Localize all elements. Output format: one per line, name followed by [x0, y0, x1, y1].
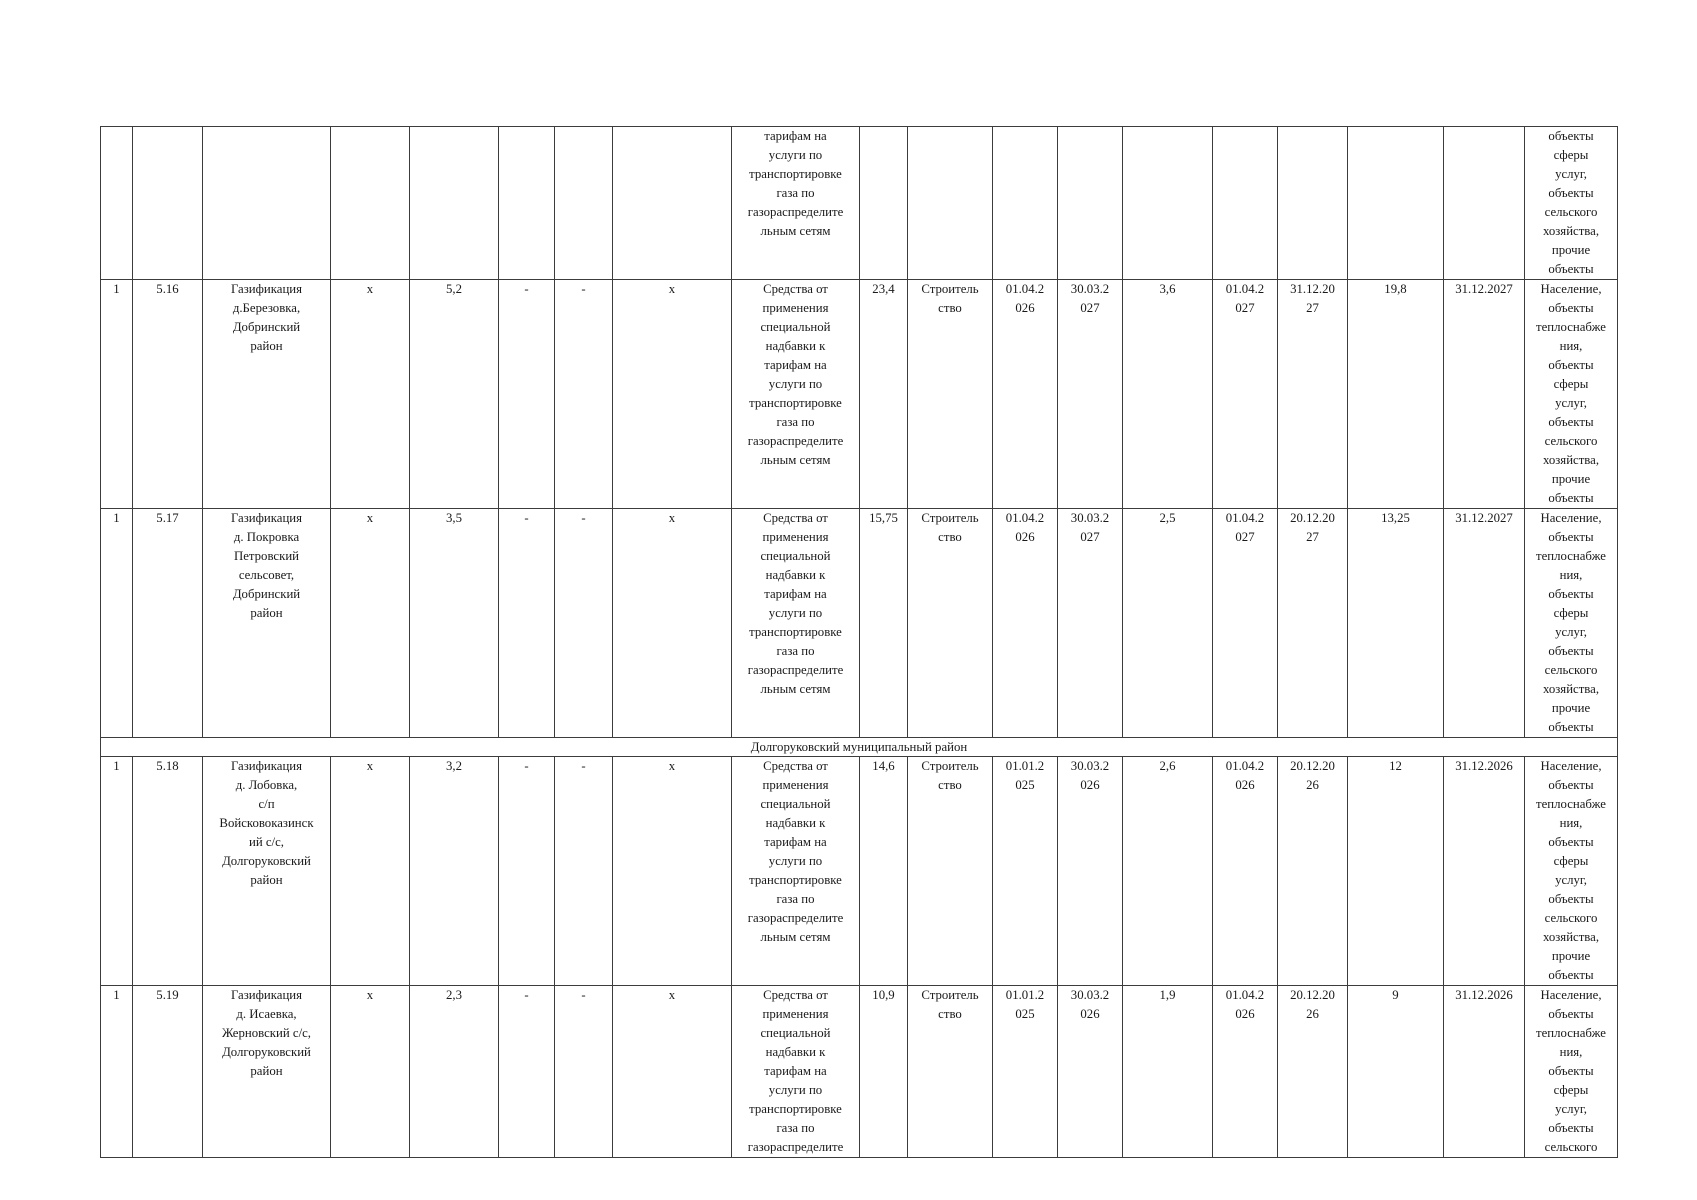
cell-c7: -: [555, 757, 613, 986]
section-header-row: [101, 738, 1618, 757]
value-2-cell: 12: [1348, 757, 1444, 986]
stage-cell: Строитель ство: [908, 986, 993, 1158]
consumers-cell: Население, объекты теплоснабже ния, объекты сферы услуг, объекты сельского хозяйства, прочие объекты: [1525, 757, 1618, 986]
cell-c6: -: [499, 509, 555, 738]
end-date-2-cell: 20.12.20 26: [1278, 757, 1348, 986]
cell-empty: [860, 127, 908, 280]
value-1-cell: 2,5: [1123, 509, 1213, 738]
cell-c4: х: [331, 280, 410, 509]
cell-empty: [1213, 127, 1278, 280]
start-date-1-cell: 01.01.2 025: [993, 986, 1058, 1158]
cell-empty: [1123, 127, 1213, 280]
value-2-cell: 19,8: [1348, 280, 1444, 509]
length-cell: 2,3: [410, 986, 499, 1158]
object-name-cell: Газификация д. Покровка Петровский сельсовет, Добринский район: [203, 509, 331, 738]
stage-cell: Строитель ство: [908, 280, 993, 509]
cell-c8: х: [613, 757, 732, 986]
cell-empty: [1278, 127, 1348, 280]
end-date-1-cell: 30.03.2 027: [1058, 509, 1123, 738]
cell-c4: х: [331, 986, 410, 1158]
start-date-1-cell: 01.01.2 025: [993, 757, 1058, 986]
cell-c4: х: [331, 509, 410, 738]
funding-source-cell: тарифам на услуги по транспортировке газа по газораспределите льным сетям: [732, 127, 860, 280]
object-name-cell: Газификация д. Исаевка, Жерновский с/с, Долгоруковский район: [203, 986, 331, 1158]
start-date-2-cell: 01.04.2 027: [1213, 280, 1278, 509]
consumers-cell: Население, объекты теплоснабже ния, объекты сферы услуг, объекты сельского хозяйства, прочие объекты: [1525, 280, 1618, 509]
cell-c8: х: [613, 280, 732, 509]
end-date-1-cell: 30.03.2 026: [1058, 986, 1123, 1158]
start-date-2-cell: 01.04.2 026: [1213, 986, 1278, 1158]
cell-empty: [499, 127, 555, 280]
end-date-2-cell: 20.12.20 27: [1278, 509, 1348, 738]
table-row: [101, 757, 1618, 986]
item-code-cell: 5.17: [133, 509, 203, 738]
value-1-cell: 3,6: [1123, 280, 1213, 509]
cell-empty: [1058, 127, 1123, 280]
item-code-cell: 5.19: [133, 986, 203, 1158]
value-2-cell: 13,25: [1348, 509, 1444, 738]
cell-empty: [203, 127, 331, 280]
funding-source-cell: Средства от применения специальной надбавки к тарифам на услуги по транспортировке газа по газораспределите льным сетям: [732, 757, 860, 986]
cell-c7: -: [555, 986, 613, 1158]
cell-c6: -: [499, 986, 555, 1158]
cell-empty: [1444, 127, 1525, 280]
length-cell: 3,5: [410, 509, 499, 738]
consumers-cell: Население, объекты теплоснабже ния, объекты сферы услуг, объекты сельского: [1525, 986, 1618, 1158]
table-row: [101, 280, 1618, 509]
completion-date-cell: 31.12.2027: [1444, 280, 1525, 509]
consumers-cell: объекты сферы услуг, объекты сельского хозяйства, прочие объекты: [1525, 127, 1618, 280]
section-title: Долгоруковский муниципальный район: [101, 738, 1618, 757]
end-date-1-cell: 30.03.2 027: [1058, 280, 1123, 509]
object-name-cell: Газификация д. Лобовка, с/п Войсковоказинск ий с/с, Долгоруковский район: [203, 757, 331, 986]
value-1-cell: 2,6: [1123, 757, 1213, 986]
cell-empty: [331, 127, 410, 280]
cell-c8: х: [613, 986, 732, 1158]
start-date-1-cell: 01.04.2 026: [993, 280, 1058, 509]
cell-empty: [410, 127, 499, 280]
funding-source-cell: Средства от применения специальной надбавки к тарифам на услуги по транспортировке газа по газораспределите льным сетям: [732, 509, 860, 738]
row-number-cell: 1: [101, 757, 133, 986]
consumers-cell: Население, объекты теплоснабже ния, объекты сферы услуг, объекты сельского хозяйства, прочие объекты: [1525, 509, 1618, 738]
total-cost-cell: 23,4: [860, 280, 908, 509]
cell-c7: -: [555, 280, 613, 509]
cell-c7: -: [555, 509, 613, 738]
end-date-1-cell: 30.03.2 026: [1058, 757, 1123, 986]
completion-date-cell: 31.12.2026: [1444, 757, 1525, 986]
cell-empty: [613, 127, 732, 280]
end-date-2-cell: 20.12.20 26: [1278, 986, 1348, 1158]
item-code-cell: 5.16: [133, 280, 203, 509]
length-cell: 3,2: [410, 757, 499, 986]
row-number-cell: 1: [101, 280, 133, 509]
cell-empty: [101, 127, 133, 280]
item-code-cell: 5.18: [133, 757, 203, 986]
start-date-2-cell: 01.04.2 027: [1213, 509, 1278, 738]
cell-c6: -: [499, 757, 555, 986]
start-date-2-cell: 01.04.2 026: [1213, 757, 1278, 986]
value-1-cell: 1,9: [1123, 986, 1213, 1158]
completion-date-cell: 31.12.2026: [1444, 986, 1525, 1158]
total-cost-cell: 10,9: [860, 986, 908, 1158]
gasification-table: [100, 126, 1618, 1158]
cell-c4: х: [331, 757, 410, 986]
cell-empty: [555, 127, 613, 280]
cell-c6: -: [499, 280, 555, 509]
length-cell: 5,2: [410, 280, 499, 509]
total-cost-cell: 15,75: [860, 509, 908, 738]
cell-empty: [133, 127, 203, 280]
stage-cell: Строитель ство: [908, 757, 993, 986]
funding-source-cell: Средства от применения специальной надбавки к тарифам на услуги по транспортировке газа по газораспределите: [732, 986, 860, 1158]
table-row: [101, 509, 1618, 738]
row-number-cell: 1: [101, 509, 133, 738]
end-date-2-cell: 31.12.20 27: [1278, 280, 1348, 509]
total-cost-cell: 14,6: [860, 757, 908, 986]
start-date-1-cell: 01.04.2 026: [993, 509, 1058, 738]
stage-cell: Строитель ство: [908, 509, 993, 738]
cell-empty: [993, 127, 1058, 280]
row-number-cell: 1: [101, 986, 133, 1158]
value-2-cell: 9: [1348, 986, 1444, 1158]
cell-empty: [1348, 127, 1444, 280]
cell-empty: [908, 127, 993, 280]
object-name-cell: Газификация д.Березовка, Добринский район: [203, 280, 331, 509]
table-row-continuation: [101, 127, 1618, 280]
cell-c8: х: [613, 509, 732, 738]
funding-source-cell: Средства от применения специальной надбавки к тарифам на услуги по транспортировке газа по газораспределите льным сетям: [732, 280, 860, 509]
table-row: [101, 986, 1618, 1158]
completion-date-cell: 31.12.2027: [1444, 509, 1525, 738]
